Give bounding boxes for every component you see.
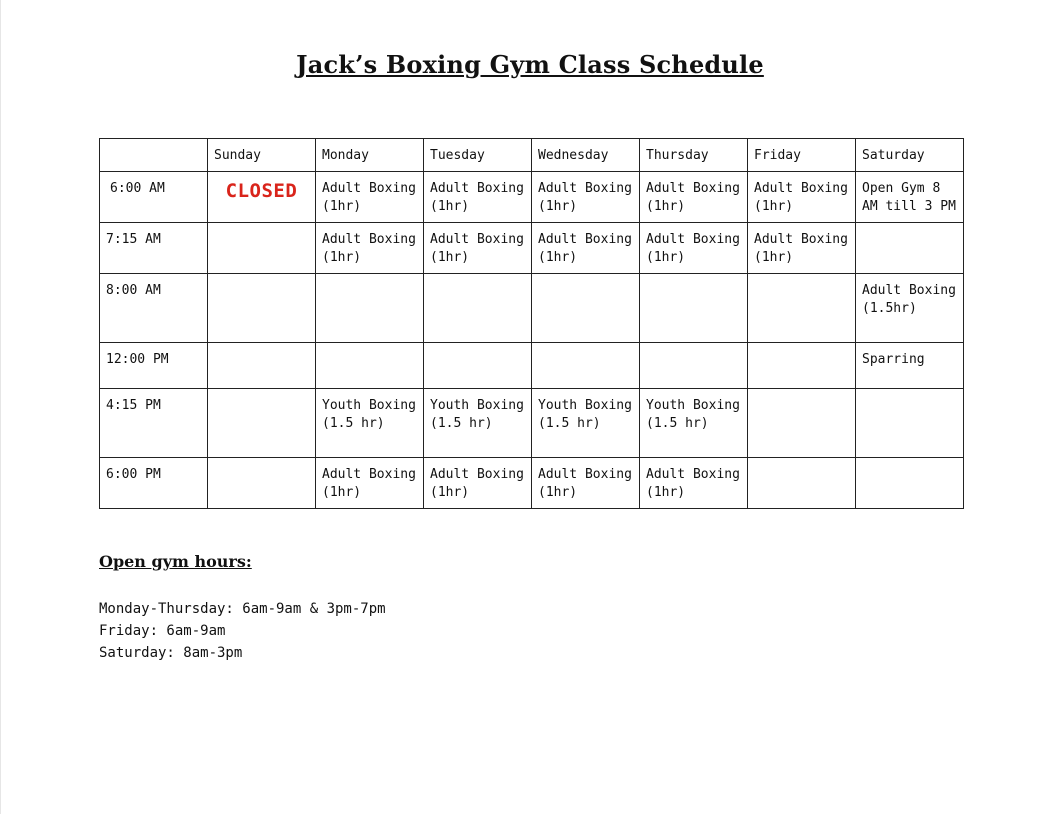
- header-day: Friday: [748, 139, 856, 172]
- open-gym-heading: Open gym hours:: [99, 552, 252, 571]
- open-gym-line: Saturday: 8am-3pm: [99, 645, 243, 661]
- open-gym-line: Monday-Thursday: 6am-9am & 3pm-7pm: [99, 601, 386, 617]
- page-title: Jack’s Boxing Gym Class Schedule: [296, 50, 764, 79]
- schedule-cell: [532, 274, 640, 343]
- schedule-cell: Youth Boxing (1.5 hr): [640, 389, 748, 458]
- header-day: Saturday: [856, 139, 964, 172]
- schedule-cell: [424, 343, 532, 389]
- schedule-cell: Open Gym 8 AM till 3 PM: [856, 172, 964, 223]
- class-schedule-table: [99, 138, 964, 509]
- schedule-cell: Adult Boxing (1hr): [748, 172, 856, 223]
- schedule-cell: Adult Boxing (1hr): [424, 172, 532, 223]
- schedule-cell: Youth Boxing (1.5 hr): [316, 389, 424, 458]
- schedule-cell: [208, 223, 316, 274]
- schedule-cell: Adult Boxing (1.5hr): [856, 274, 964, 343]
- schedule-cell-closed: [208, 172, 316, 223]
- header-day: Monday: [316, 139, 424, 172]
- schedule-row: [100, 172, 964, 223]
- schedule-cell: Youth Boxing (1.5 hr): [532, 389, 640, 458]
- header-row: [100, 139, 964, 172]
- time-cell: 7:15 AM: [100, 223, 208, 274]
- schedule-cell: Adult Boxing (1hr): [532, 458, 640, 509]
- schedule-cell: [532, 343, 640, 389]
- schedule-cell: [856, 389, 964, 458]
- schedule-cell: Adult Boxing (1hr): [640, 458, 748, 509]
- schedule-cell: Adult Boxing (1hr): [748, 223, 856, 274]
- schedule-cell: [208, 343, 316, 389]
- schedule-cell: Adult Boxing (1hr): [532, 172, 640, 223]
- header-day: Tuesday: [424, 139, 532, 172]
- schedule-row: [100, 389, 964, 458]
- schedule-cell: [748, 389, 856, 458]
- header-day: Thursday: [640, 139, 748, 172]
- schedule-cell: Adult Boxing (1hr): [316, 172, 424, 223]
- schedule-row: [100, 274, 964, 343]
- schedule-cell: [640, 274, 748, 343]
- schedule-cell: Adult Boxing (1hr): [316, 458, 424, 509]
- schedule-cell: [316, 274, 424, 343]
- time-cell: 6:00 PM: [100, 458, 208, 509]
- schedule-cell: [208, 389, 316, 458]
- schedule-row: [100, 223, 964, 274]
- time-cell: 8:00 AM: [100, 274, 208, 343]
- schedule-cell: [640, 343, 748, 389]
- schedule-cell: [208, 274, 316, 343]
- schedule-cell: Youth Boxing (1.5 hr): [424, 389, 532, 458]
- time-cell: 6:00 AM: [100, 172, 208, 223]
- closed-label: CLOSED: [225, 180, 298, 202]
- schedule-cell: [208, 458, 316, 509]
- schedule-cell: [856, 458, 964, 509]
- schedule-cell: Adult Boxing (1hr): [532, 223, 640, 274]
- schedule-cell: [424, 274, 532, 343]
- schedule-cell: Adult Boxing (1hr): [424, 223, 532, 274]
- open-gym-line: Friday: 6am-9am: [99, 623, 226, 639]
- schedule-cell: [748, 343, 856, 389]
- schedule-row: [100, 343, 964, 389]
- header-day: Wednesday: [532, 139, 640, 172]
- schedule-row: [100, 458, 964, 509]
- schedule-cell: Adult Boxing (1hr): [424, 458, 532, 509]
- schedule-cell: Adult Boxing (1hr): [640, 172, 748, 223]
- time-cell: 12:00 PM: [100, 343, 208, 389]
- schedule-cell: [856, 223, 964, 274]
- schedule-cell: [748, 274, 856, 343]
- schedule-cell: Sparring: [856, 343, 964, 389]
- schedule-cell: Adult Boxing (1hr): [316, 223, 424, 274]
- header-day: Sunday: [208, 139, 316, 172]
- schedule-cell: Adult Boxing (1hr): [640, 223, 748, 274]
- header-corner: [100, 139, 208, 172]
- schedule-cell: [316, 343, 424, 389]
- schedule-cell: [748, 458, 856, 509]
- time-cell: 4:15 PM: [100, 389, 208, 458]
- open-gym-hours: [99, 598, 386, 664]
